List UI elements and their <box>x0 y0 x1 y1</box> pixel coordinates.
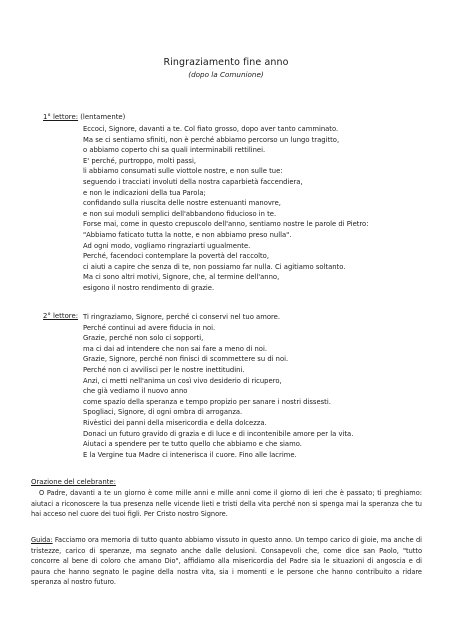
reader1-line: o abbiamo coperto chi sa quali interminabili rettilinei. <box>83 146 266 155</box>
reader1-line: Ma ci sono altri motivi, Signore, che, al termine dell'anno, <box>83 273 280 282</box>
guide-paragraph <box>31 535 422 588</box>
reader1-line: Ma se ci sentiamo sfiniti, non è perché abbiamo percorso un lungo tragitto, <box>83 135 340 144</box>
reader1-line: Eccoci, Signore, davanti a te. Col fiato grosso, dopo aver tanto camminato. <box>83 125 339 133</box>
reader2-text <box>83 312 353 460</box>
reader2-line: Grazie, Signore, perché non finisci di scommettere su di noi. <box>83 355 289 364</box>
reader2-line: come spazio della speranza e tempo propizio per sanare i nostri dissesti. <box>83 397 331 406</box>
prayer-text: O Padre, davanti a te un giorno è come mille anni e mille anni come il giorno di ieri che è passato; ti preghiamo: aiutaci a riconoscere la tua presenza nelle vicende lieti e tristi della vita perché non si spenga mai la speranza che tu hai acceso nel cuore dei tuoi figli. Per Cristo nostro Signore. <box>31 489 422 519</box>
reader1-text <box>83 124 369 294</box>
reader1-line: Perché, facendoci contemplare la povertà del raccolto, <box>83 252 269 261</box>
prayer-heading: Orazione del celebrante: <box>31 478 116 486</box>
reader1-heading <box>43 113 125 121</box>
guide-text: Facciamo ora memoria di tutto quanto abbiamo vissuto in questo anno. Un tempo carico di gioie, ma anche di tristezze, carico di speranze, ma segnato anche dalle delusioni. Consapevoli che, come dice san Paolo, "tutto concorre al bene di coloro che amano Dio", affidiamo alla misericordia del Padre sia le situazioni di angoscia e di paura che hanno segnato le pagine della nostra vita, sia i momenti e le persone che hanno contribuito a ridare speranza al nostro futuro. <box>31 536 422 587</box>
reader1-line: E' perché, purtroppo, molti passi, <box>83 156 196 165</box>
guide-label: Guida: <box>31 536 53 544</box>
reader2-heading <box>43 312 78 320</box>
reader1-line: li abbiamo consumati sulle viottole nostre, e non sulle tue: <box>83 167 283 176</box>
reader2-line: Perché non ci avvilisci per le nostre inettitudini. <box>83 365 245 374</box>
reader2-line: Spogliaci, Signore, di ogni ombra di arroganza. <box>83 408 243 417</box>
reader2-line: E la Vergine tua Madre ci intenerisca il cuore. Fino alle lacrime. <box>83 450 297 459</box>
reader2-label: 2° lettore: <box>43 312 79 320</box>
reader1-line: seguendo i tracciati involuti della nostra caparbietà faccendiera, <box>83 177 303 186</box>
reader2-line: Donaci un futuro gravido di grazia e di luce e di incontenibile amore per la vita. <box>83 429 354 438</box>
page-title: Ringraziamento fine anno <box>163 57 289 68</box>
reader1-line: confidando sulla riuscita delle nostre estenuanti manovre, <box>83 199 281 208</box>
reader2-line: Rivèstici dei panni della misericordia e della dolcezza. <box>83 418 267 427</box>
page-subtitle: (dopo la Comunione) <box>188 70 264 79</box>
reader1-line: Forse mai, come in questo crepuscolo dell'anno, sentiamo nostre le parole di Pietro: <box>83 220 369 229</box>
reader1-line: e non sui moduli semplici dell'abbandono fiducioso in te. <box>83 209 277 218</box>
reader2-line: Grazie, perché non solo ci sopporti, <box>83 334 204 343</box>
reader1-line: "Abbiamo faticato tutta la notte, e non abbiamo preso nulla". <box>83 230 292 239</box>
reader1-line: e non le indicazioni della tua Parola; <box>83 188 206 197</box>
reader2-line: ma ci dai ad intendere che non sai fare a meno di noi. <box>83 344 267 353</box>
reader1-label: 1° lettore: <box>43 113 79 121</box>
reader1-note: (lentamente) <box>78 113 126 121</box>
reader2-line: Anzi, ci metti nell'anima un così vivo desiderio di ricupero, <box>83 376 282 385</box>
reader2-line: Ti ringraziamo, Signore, perché ci conservi nel tuo amore. <box>83 313 280 321</box>
reader1-line: Ad ogni modo, vogliamo ringraziarti ugualmente. <box>83 241 251 250</box>
reader1-line: esigono il nostro rendimento di grazie. <box>83 283 215 292</box>
reader2-line: Perché continui ad avere fiducia in noi. <box>83 323 216 332</box>
reader1-line: ci aiuti a capire che senza di te, non possiamo far nulla. Ci agitiamo soltanto. <box>83 262 346 271</box>
reader2-line: che già vediamo il nuovo anno <box>83 387 188 396</box>
reader2-line: Aiutaci a spendere per te tutto quello che abbiamo e che siamo. <box>83 440 302 449</box>
